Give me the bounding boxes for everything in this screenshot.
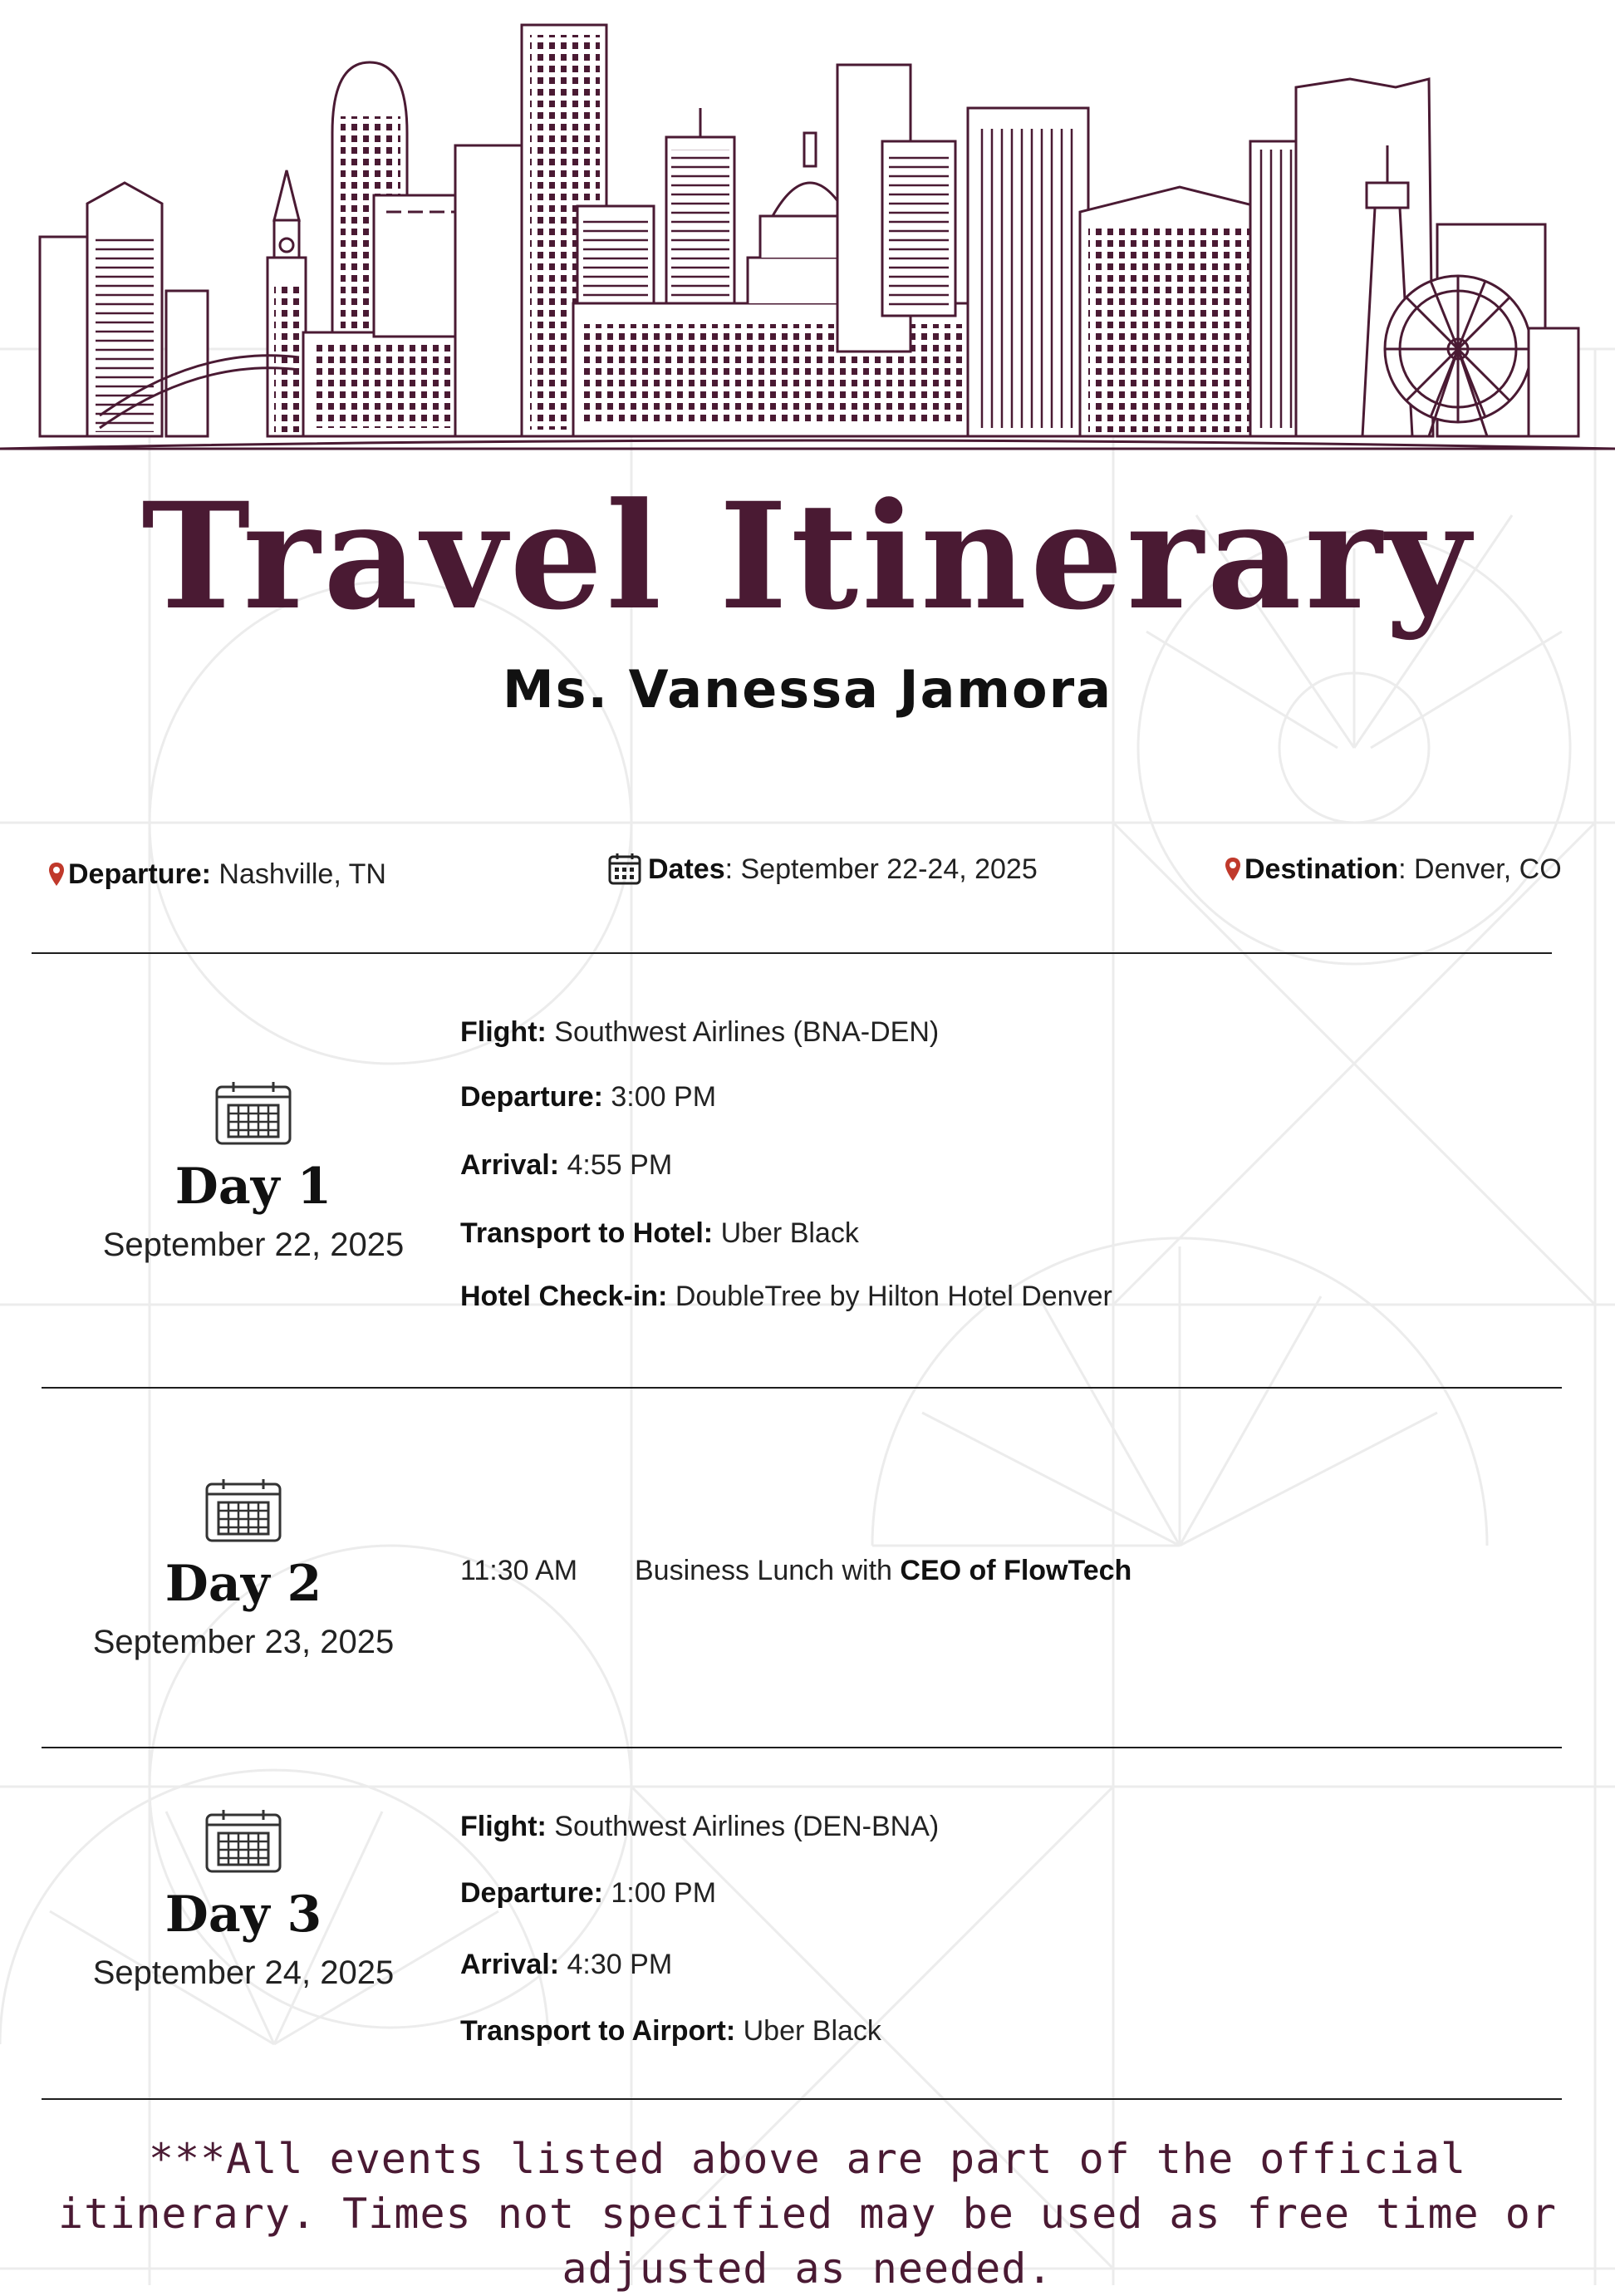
item-value: Southwest Airlines (BNA-DEN) — [554, 1016, 940, 1048]
itinerary-item — [460, 1944, 672, 1984]
item-label: Flight: — [460, 1016, 547, 1048]
item-label: Departure: — [460, 1081, 603, 1113]
item-value: Southwest Airlines (DEN-BNA) — [554, 1811, 940, 1842]
divider — [32, 952, 1552, 954]
destination-label: Destination — [1244, 853, 1399, 885]
dates-label: Dates — [648, 853, 725, 885]
item-value: 1:00 PM — [611, 1877, 717, 1909]
itinerary-event — [460, 1551, 1131, 1590]
trip-dates — [608, 846, 1038, 892]
item-label: Flight: — [460, 1811, 547, 1842]
item-value: 4:30 PM — [567, 1949, 673, 1980]
itinerary-item — [460, 1145, 672, 1185]
day-title: Day 1 — [174, 1158, 332, 1216]
trip-departure — [48, 851, 386, 897]
itinerary-item — [460, 1276, 1112, 1316]
day-2-header — [40, 1477, 447, 1665]
calendar-icon — [214, 1080, 293, 1147]
event-time: 11:30 AM — [460, 1555, 578, 1586]
trip-destination — [1225, 846, 1562, 892]
calendar-icon — [608, 852, 641, 885]
item-label: Transport to Airport: — [460, 2015, 736, 2047]
item-label: Hotel Check-in: — [460, 1281, 668, 1312]
itinerary-item — [460, 1077, 716, 1117]
dates-value: : September 22-24, 2025 — [724, 853, 1038, 885]
day-date: September 22, 2025 — [102, 1227, 405, 1263]
itinerary-item — [460, 1873, 716, 1913]
day-title: Day 3 — [164, 1885, 322, 1944]
day-date: September 23, 2025 — [92, 1624, 395, 1660]
event-highlight: CEO of FlowTech — [900, 1555, 1132, 1586]
page-title: Travel Itinerary — [141, 470, 1474, 642]
event-text: Business Lunch with — [635, 1555, 892, 1586]
divider — [42, 1387, 1562, 1389]
footnote: ***All events listed above are part of the official itinerary. Times not specified may be used as free time or adjusted as needed. — [58, 2135, 1557, 2293]
location-pin-icon — [48, 862, 65, 887]
itinerary-item — [460, 2011, 881, 2051]
divider — [42, 1747, 1562, 1748]
item-value: 3:00 PM — [611, 1081, 717, 1113]
departure-label: Departure: — [68, 858, 211, 890]
city-skyline-illustration — [0, 17, 1615, 465]
item-label: Arrival: — [460, 1149, 560, 1181]
day-1-header — [50, 1080, 457, 1268]
calendar-icon — [204, 1808, 283, 1875]
day-3-header — [40, 1808, 447, 1996]
itinerary-item — [460, 1012, 939, 1052]
item-value: Uber Black — [743, 2015, 881, 2047]
item-value: 4:55 PM — [567, 1149, 673, 1181]
calendar-icon — [204, 1477, 283, 1544]
itinerary-item — [460, 1807, 939, 1846]
day-title: Day 2 — [164, 1555, 322, 1613]
destination-value: : Denver, CO — [1398, 853, 1562, 885]
item-value: Uber Black — [720, 1217, 859, 1249]
item-label: Transport to Hotel: — [460, 1217, 714, 1249]
day-date: September 24, 2025 — [92, 1954, 395, 1991]
item-label: Departure: — [460, 1877, 603, 1909]
location-pin-icon — [1225, 857, 1241, 882]
item-label: Arrival: — [460, 1949, 560, 1980]
divider — [42, 2098, 1562, 2100]
departure-value: Nashville, TN — [218, 858, 386, 890]
traveler-name: Ms. Vanessa Jamora — [502, 659, 1113, 720]
item-value: DoubleTree by Hilton Hotel Denver — [675, 1281, 1112, 1312]
itinerary-item — [460, 1213, 859, 1253]
